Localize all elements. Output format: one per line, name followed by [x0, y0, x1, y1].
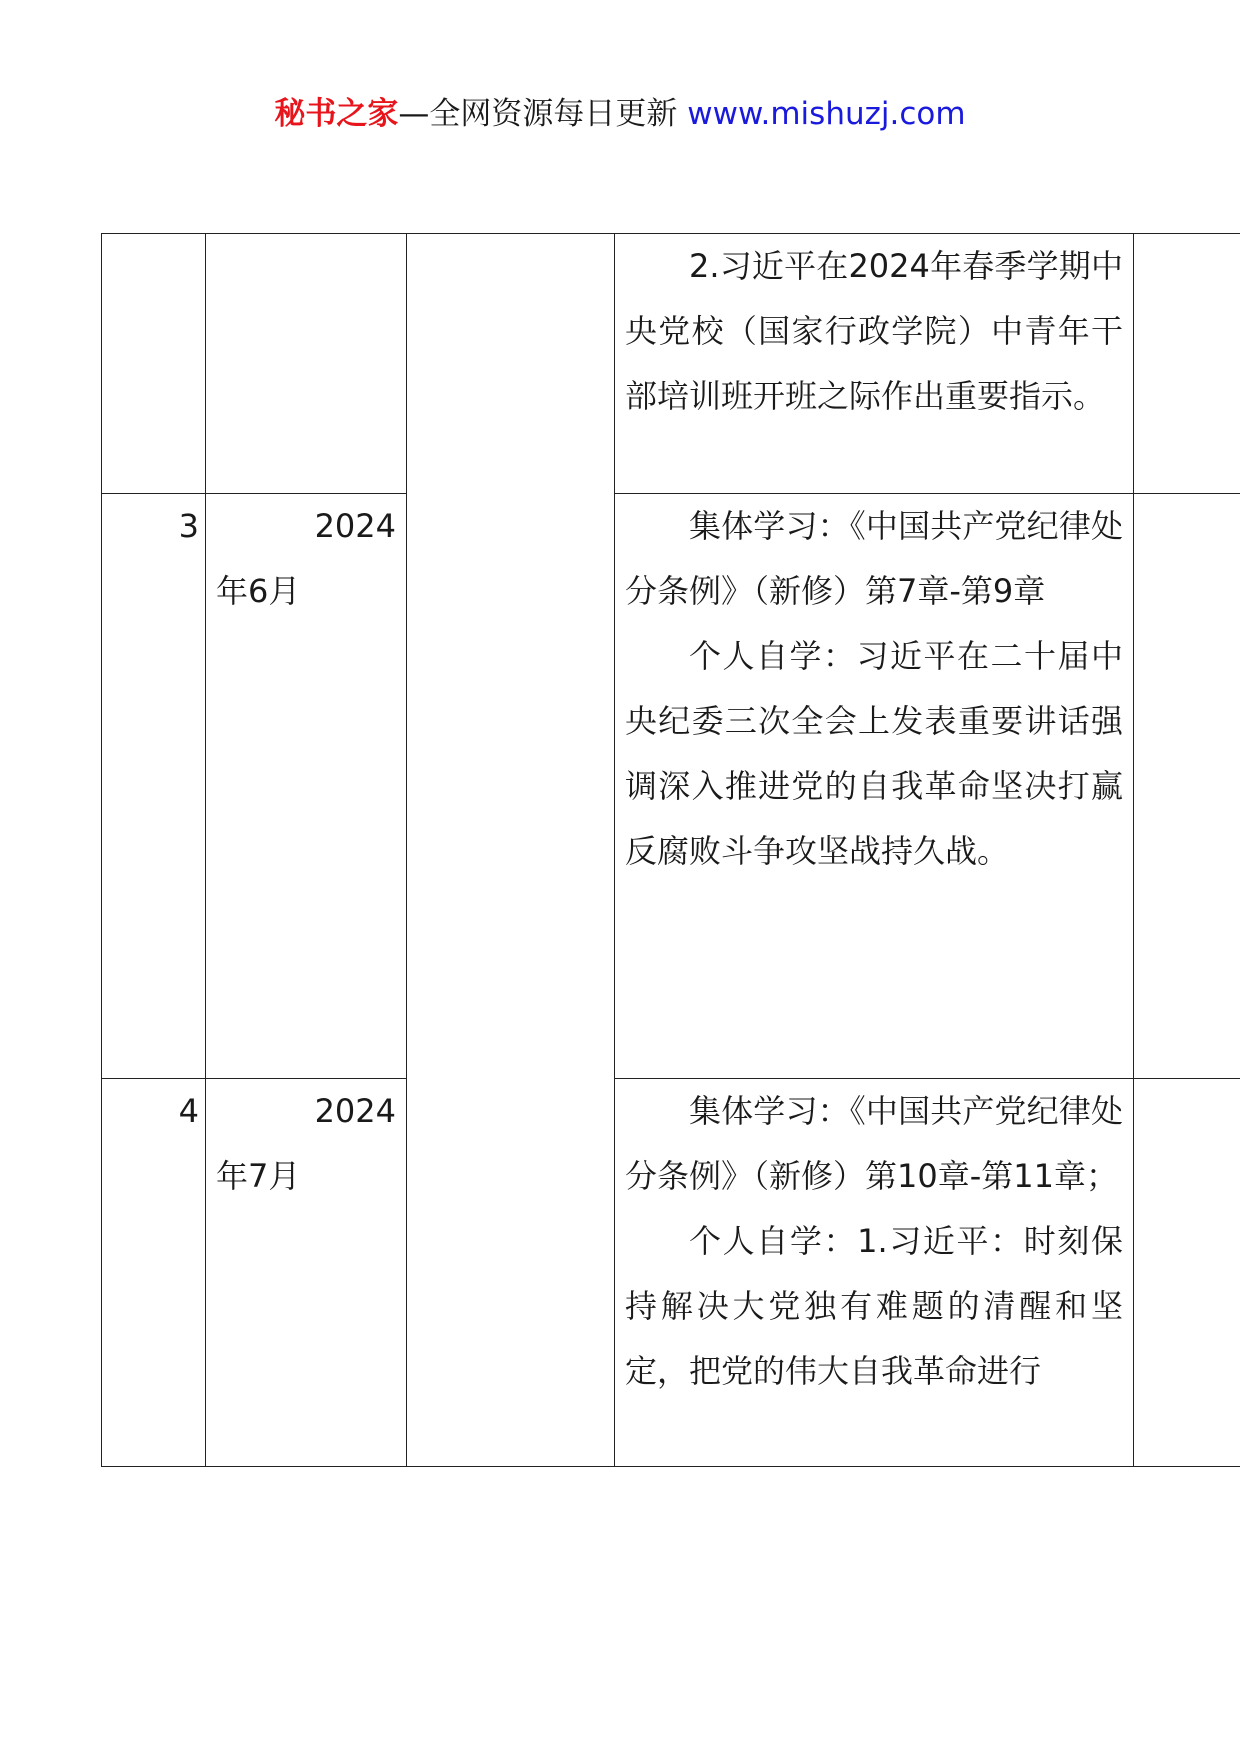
remarks-cell	[1134, 1079, 1240, 1467]
row-number-cell: 4	[102, 1079, 206, 1467]
study-plan-table	[101, 233, 1240, 1467]
date-year: 2024	[314, 1092, 396, 1130]
date-month: 年7月	[216, 1157, 301, 1195]
table-row	[102, 1079, 1240, 1467]
date-cell	[206, 1079, 407, 1467]
row-number-cell: 3	[102, 494, 206, 1079]
table-row	[102, 234, 1240, 494]
page-header	[0, 94, 1240, 134]
table-row	[102, 494, 1240, 1079]
row-number-cell	[102, 234, 206, 494]
merged-empty-cell	[407, 234, 615, 1467]
content-paragraph: 个人自学：习近平在二十届中央纪委三次全会上发表重要讲话强调深入推进党的自我革命坚决打赢反腐败斗争攻坚战持久战。	[625, 637, 1123, 870]
date-cell	[206, 494, 407, 1079]
content-paragraph: 集体学习：《中国共产党纪律处分条例》（新修）第10章-第11章；	[625, 1092, 1123, 1195]
remarks-cell	[1134, 494, 1240, 1079]
content-cell	[615, 494, 1134, 1079]
content-paragraph: 个人自学：1.习近平：时刻保持解决大党独有难题的清醒和坚定，把党的伟大自我革命进行	[625, 1222, 1123, 1390]
site-url-link[interactable]: www.mishuzj.com	[687, 96, 966, 132]
content-paragraph: 2.习近平在2024年春季学期中央党校（国家行政学院）中青年干部培训班开班之际作出重要指示。	[625, 247, 1123, 415]
remarks-cell	[1134, 234, 1240, 494]
site-brand: 秘书之家	[274, 96, 399, 132]
date-month: 年6月	[216, 572, 301, 610]
content-cell	[615, 1079, 1134, 1467]
date-year: 2024	[314, 507, 396, 545]
content-cell	[615, 234, 1134, 494]
content-paragraph: 集体学习：《中国共产党纪律处分条例》（新修）第7章-第9章	[625, 507, 1123, 610]
site-tagline: —全网资源每日更新	[398, 96, 678, 132]
date-cell	[206, 234, 407, 494]
